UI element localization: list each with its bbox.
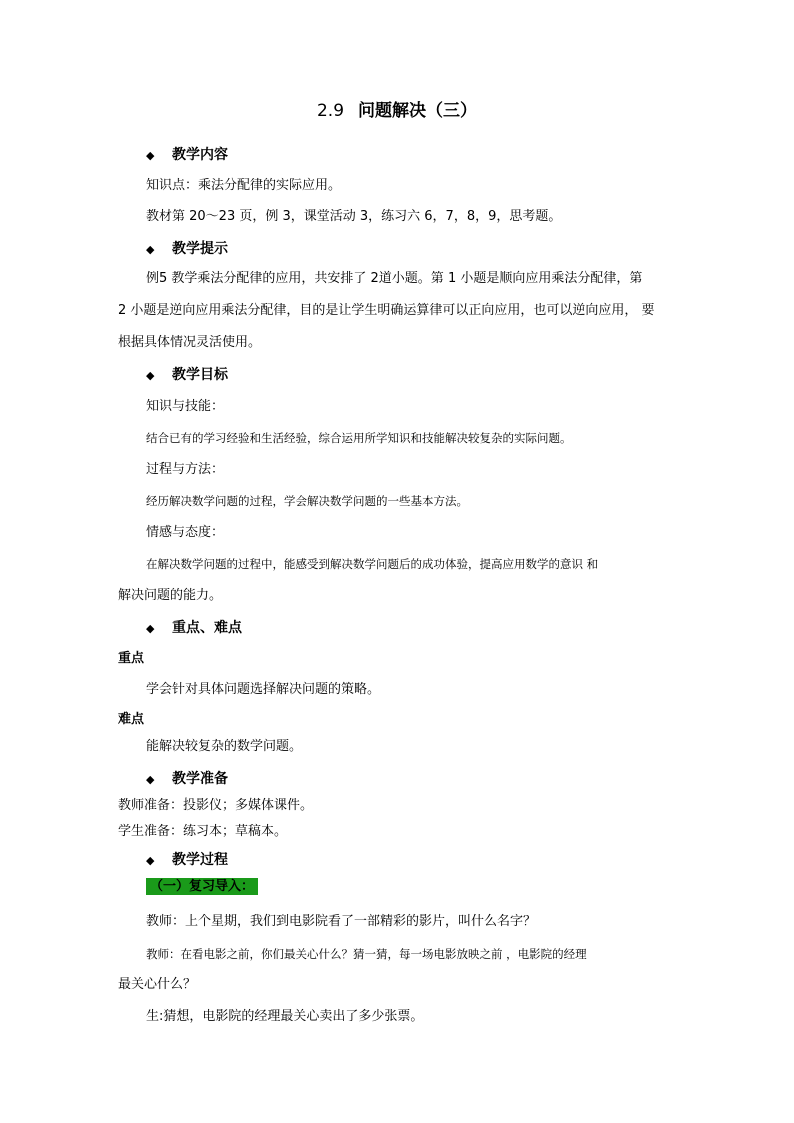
- key-text: 学会针对具体问题选择解决问题的策略。: [146, 682, 381, 697]
- section-heading-key: [146, 619, 242, 638]
- section-heading-text: 教学提示: [172, 241, 228, 257]
- diamond-bullet-icon: ◆: [146, 149, 155, 162]
- process-line-4: 生:猜想，电影院的经理最关心卖出了多少张票。: [146, 1009, 424, 1024]
- difficulty-label: 难点: [118, 712, 145, 727]
- student-prep: 学生准备：练习本；草稿本。: [118, 824, 288, 839]
- diamond-bullet-icon: ◆: [146, 773, 155, 786]
- textbook-range: 教材第 20～23 页，例 3，课堂活动 3，练习六 6，7，8，9，思考题。: [146, 209, 562, 224]
- goal-skill-label: 知识与技能：: [146, 399, 225, 414]
- section-heading-text: 重点、难点: [172, 620, 242, 636]
- goal-attitude-line-1: 在解决数学问题的过程中，能感受到解决数学问题后的成功体验，提高应用数学的意识 和: [146, 557, 599, 571]
- process-line-3: 最关心什么？: [118, 977, 197, 992]
- lesson-title: [0, 100, 794, 122]
- section-heading-text: 教学过程: [172, 852, 228, 868]
- knowledge-point: 知识点：乘法分配律的实际应用。: [146, 178, 342, 193]
- step-review-intro: [146, 878, 258, 896]
- key-label: 重点: [118, 651, 145, 666]
- highlighted-step-heading: （一）复习导入：: [146, 878, 258, 895]
- goal-attitude-line-2: 解决问题的能力。: [118, 588, 223, 603]
- section-heading-tips: [146, 240, 228, 259]
- difficulty-text: 能解决较复杂的数学问题。: [146, 739, 303, 754]
- section-heading-text: 教学目标: [172, 367, 228, 383]
- section-heading-goals: [146, 366, 228, 385]
- diamond-bullet-icon: ◆: [146, 854, 155, 867]
- tips-line-3: 根据具体情况灵活使用。: [118, 335, 262, 350]
- section-heading-content: [146, 146, 228, 165]
- section-heading-prep: [146, 770, 228, 789]
- diamond-bullet-icon: ◆: [146, 369, 155, 382]
- lesson-number: 2.9: [316, 101, 345, 121]
- process-line-2: 教师：在看电影之前，你们最关心什么？猜一猜，每一场电影放映之前 ，电影院的经理: [146, 947, 587, 961]
- goal-method-text: 经历解决数学问题的过程，学会解决数学问题的一些基本方法。: [146, 494, 468, 508]
- tips-line-1: 例5 教学乘法分配律的应用，共安排了 2道小题。第 1 小题是顺向应用乘法分配律，第: [146, 271, 643, 286]
- goal-attitude-label: 情感与态度：: [146, 525, 225, 540]
- section-heading-process: [146, 851, 228, 870]
- diamond-bullet-icon: ◆: [146, 243, 155, 256]
- section-heading-text: 教学内容: [172, 147, 228, 163]
- tips-line-2: 2 小题是逆向应用乘法分配律，目的是让学生明确运算律可以正向应用，也可以逆向应用， 要: [118, 303, 655, 318]
- goal-skill-text: 结合已有的学习经验和生活经验，综合运用所学知识和技能解决较复杂的实际问题。: [146, 431, 572, 445]
- section-heading-text: 教学准备: [172, 771, 228, 787]
- lesson-title-text: 问题解决（三）: [358, 101, 478, 121]
- diamond-bullet-icon: ◆: [146, 622, 155, 635]
- goal-method-label: 过程与方法：: [146, 462, 225, 477]
- teacher-prep: 教师准备：投影仪；多媒体课件。: [118, 798, 314, 813]
- process-line-1: 教师：上个星期，我们到电影院看了一部精彩的影片，叫什么名字？: [146, 914, 537, 929]
